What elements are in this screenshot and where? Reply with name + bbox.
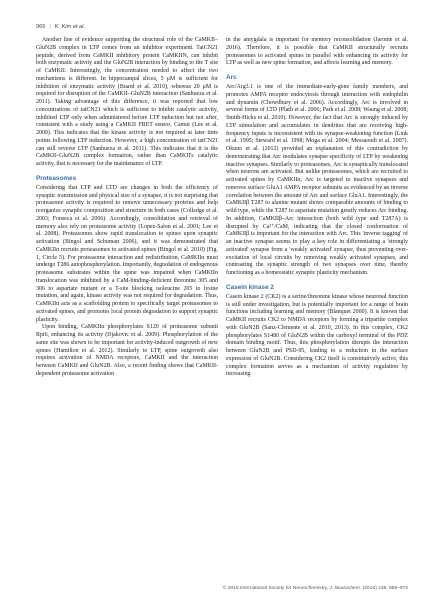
right-column [226,37,408,379]
paragraph-amygdala: in the amygdala is important for memory reconsolidation (Jarome et al. 2016). Therefore, it is possible that CaMKII structurally recruits proteasomes to activated spines in parallel with enhancing its activity for LTP as well as new spine formation, and affects learning and memory. [226,37,408,67]
header-separator: | [49,24,51,30]
section-heading-arc: Arc [226,74,237,81]
section-heading-proteasomes: Proteasomes [36,174,77,182]
header-authors: K. Kim et al. [54,24,85,30]
running-header [36,21,416,33]
paragraph-casein-kinase-2: Casein kinase 2 (CK2) is a serine/threonine kinase whose neuronal function is still under investigation, but is potentially important for a range of brain functions including learning and memory (Blanquet 2000). It is known that CaMKII recruits CK2 to NMDA receptors by forming a tripartite complex with GluN2B (Sanz-Clemente et al. 2010, 2013). In this complex, CK2 phosphorylates S1480 of GluN2B within the carboxyl terminal of the PDZ domain binding motif. Thus, this phosphorylation disrupts the interaction between GluN2B and PSD-95, leading to a reduction in the surface expression of GluN2B. Considering CK2 itself is constitutively active, this complex formation serves as a mechanism of activity regulation by increasing [226,293,408,378]
page-footer [36,586,408,591]
footer-journal: J. Neurochem. [329,586,362,591]
footer-copyright: © 2016 International Society for Neurochemistry, [222,586,329,591]
paragraph-arc: Arc/Arg3.1 is one of the immediate-early-gene family members, and promotes AMPA receptor endocytosis through interaction with endophilin and dynamin (Chowdhury et al. 2006). Accordingly, Arc is involved in several forms of LTD (Plath et al. 2006; Park et al. 2008; Waung et al. 2008; Smith-Hicks et al. 2010). However, the fact that Arc is strongly induced by LTP stimulation and accumulates in dendrites that are receiving high-frequency inputs is inconsistent with its synapse-weakening function (Link et al. 1995; Steward et al. 1998; Moga et al. 2004; Messaoudi et al. 2007). Okuno et al. (2012) provided an explanation of this contradiction by demonstrating that Arc modulates synapse specificity of LTP by weakening inactive synapses. Similarly to proteasomes, Arc is synaptically translocated when neurons are activated. But unlike proteasomes, which are recruited to activated spines by CaMKIIα, Arc is targeted to inactive synapses and removes surface GluA1 AMPA receptor subunits as evidenced by an inverse correlation between the amount of Arc and surface GluA1. Interestingly, the CaMKIIβ T287 to alanine mutant shows comparable amounts of binding to wild type, while the T287 to aspartate mutation greatly reduces Arc binding. In addition, CaMKIIβ–Arc interaction (both wild type and T287A) is disrupted by Ca²⁺/CaM, indicating that the closed conformation of CaMKIIβ is important for the interaction with Arc. This 'inverse tagging' of an inactive synapse seems to play a key role in differentiating a 'strongly activated' synapse from a 'weakly activated' synapse, thus preventing over-excitation of local circuits by removing weakly activated synapses, and contrasting the synaptic strength of two synapses over time, thereby functioning as a homeostatic synaptic plasticity mechanism. [226,84,408,276]
paragraph-proteasomes-2: Upon binding, CaMKIIα phosphorylates S120 of proteasome subunit Rpt6, enhancing its activity (Djakovic et al. 2009). Phosphorylation of the same site was shown to be important for activity-induced outgrowth of new spines (Hamilton et al. 2012). Similarly to LTP, spine outgrowth also requires activation of NMDA receptors, CaMKII and the interaction between CaMKII and GluN2B. Also, a recent finding shows that CaMKII-dependent proteasome activation [36,324,218,377]
paragraph-proteasomes-1: Considering that LTP and LTD are changes in both the efficiency of synaptic transmission and physical size of a synapse, it is not surprising that proteasome activity is required to remove unnecessary proteins and help reorganize synaptic composition and structure in both cases (Colledge et al. 2003; Fonseca et al. 2006). Accordingly, consolidation and retrieval of memory also rely on proteasome activity (Lopez-Salon et al. 2001; Lee et al. 2008). Proteasomes show rapid translocation to spines upon synaptic activation (Bingol and Schuman 2006), and it was demonstrated that CaMKIIα recruits proteasomes to activated spines (Bingol et al. 2010) (Fig. 1, Circle 5). For proteasome interaction and redistribution, CaMKIIα must undergo T286 autophosphorylation. Importantly, degradation of endogenous proteasome substrates within the spine was impaired when CaMKIIα translocation was inhibited by a CaM-binding-deficient threonine 305 and 306 to aspartate mutant or a T-site blocking isoleucine 205 to lysine mutation, and again, kinase activity was not required for degradation. Thus, CaMKIIα acts as a scaffolding protein to specifically target proteasomes to activated spines, and promotes local protein degradation to support synaptic plasticity. [36,184,218,323]
footer-citation: (2016) 139, 959–972 [362,586,408,591]
section-heading-casein-kinase-2: Casein kinase 2 [226,283,274,291]
left-column [36,37,218,379]
page-number: 966 [36,24,46,30]
paragraph-camkii-glun2b: Another line of evidence supporting the structural role of the CaMKII–GluN2B complex in LTP comes from an inhibitor experiment. TatCN21 peptide, derived from CaMKII inhibitory protein CaMKIIN, can inhibit both enzymatic activity and the GluN2B interaction by binding to the T site of CaMKII. Interestingly, the concentration needed to affect the two mechanisms is different. In hippocampal slices, 5 μM is sufficient for inhibition of enzymatic activity (Buard et al. 2010), whereas 20 μM is required for disruption of the CaMKII–GluN2B interaction (Sanhueza et al. 2011). Taking advantage of this difference, it was reported that low concentrations of tatCN21 which is sufficient to inhibit catalytic activity, inhibited LTP only when administered before LTP induction but not after, consistent with a study using a CaMKII FRET sensor, Camui (Lee et al. 2009). This indicates that the kinase activity is not required at later time points following LTP induction. However, a high concentration of tatCN21 can still reverse LTP (Sanhueza et al. 2011). This indicates that it is the CaMKII–GluN2B complex formation, rather than CaMKII's catalytic activity, that is necessary for the maintenance of LTP. [36,37,218,167]
